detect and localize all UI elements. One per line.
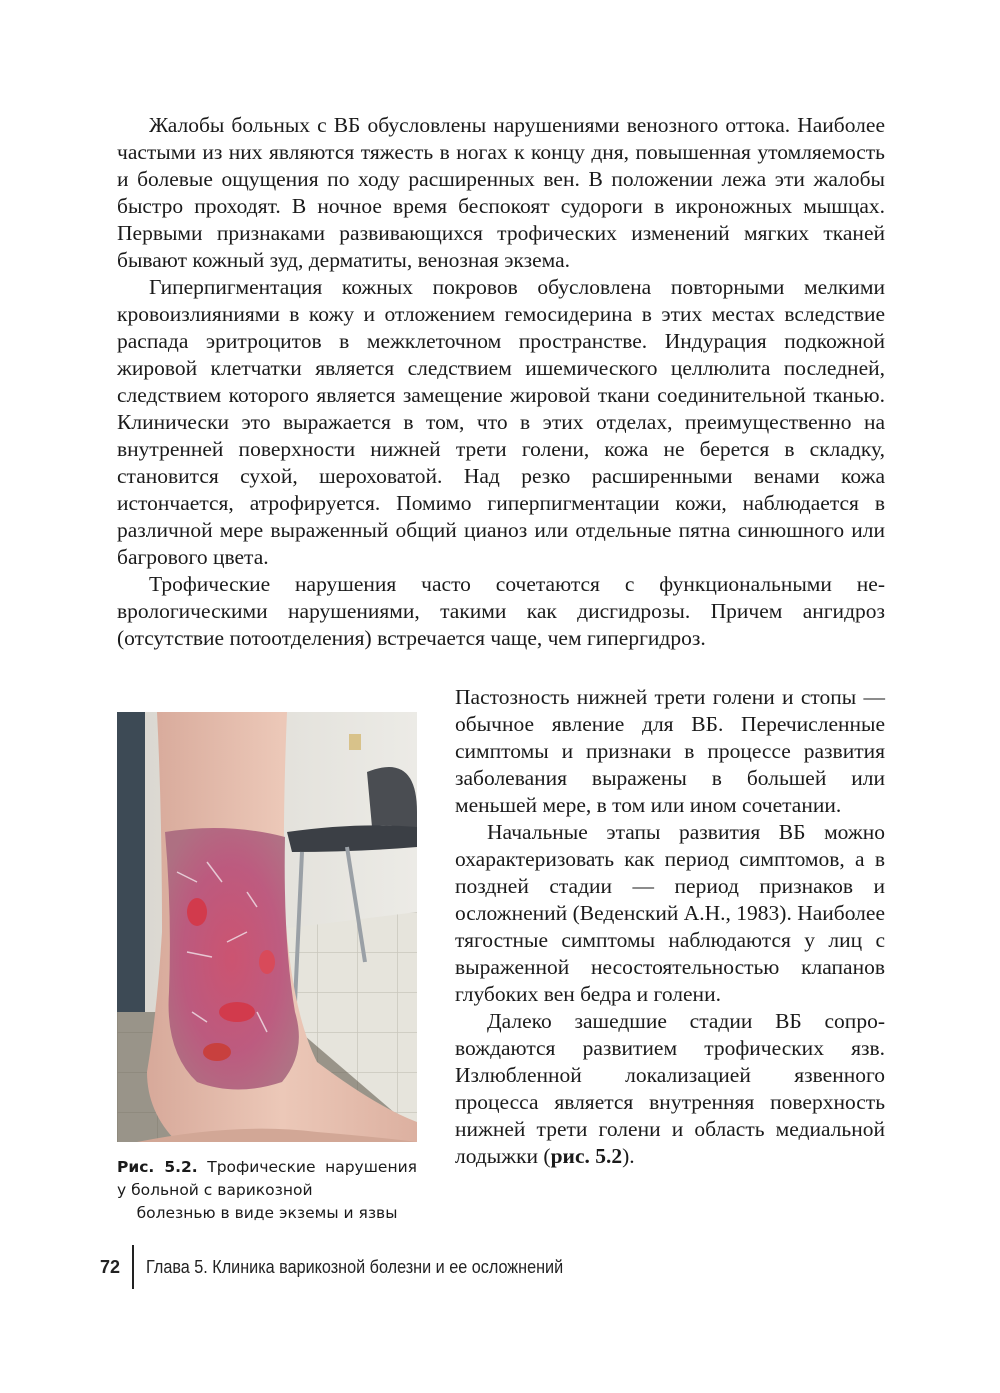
- figure-label: Рис. 5.2.: [117, 1158, 198, 1176]
- paragraph-pastosity: Пастозность нижней трети голени и стопы — обычное явление для ВБ. Перечисленные симптомы и признаки в процессе развития заболевания выражены в большей или меньшей мере, в том или ином сочетании.: [455, 685, 885, 817]
- paragraph-complaints: Жалобы больных с ВБ обусловлены нарушениями венозного оттока. Наиболее частыми из них являются тяжесть в ногах к концу дня, повышенная утомляемость и болевые ощущения по ходу расширенных вен. В положении лежа эти жалобы быстро проходят. В ночное время беспокоят судороги в икроножных мышцах. Первыми признаками развивающихся трофических изменений мягких тканей бывают кожный зуд, дерматиты, венозная экзема.: [117, 113, 885, 272]
- paragraph-ulcers-text: Далеко зашедшие стадии ВБ сопровождаются развитием трофических язв. Излюбленной локализацией язвенного процесса является внутренняя поверхность нижней трети голени и область медиальной лодыжки (: [455, 1009, 885, 1168]
- figure-reference: рис. 5.2: [550, 1144, 623, 1168]
- footer-divider: [132, 1245, 134, 1289]
- figure-caption-last-line: болезнью в виде экземы и язвы: [136, 1204, 398, 1222]
- figure-caption-text: Трофические нарушения у больной с варикозной: [117, 1158, 417, 1199]
- main-text-right: [455, 684, 885, 1170]
- page-number: 72: [100, 1256, 121, 1277]
- page-footer: [100, 1245, 610, 1289]
- paragraph-ulcers-end: ).: [622, 1144, 635, 1168]
- paragraph-stages: Начальные этапы развития ВБ можно охарактеризовать как период симптомов, а в поздней стадии — период признаков и осложнений (Веденский А.Н., 1983). Наиболее тягостные симптомы наблюдаются у лиц с выраженной несостоятельностью клапанов глубоких вен бедра и голени.: [455, 820, 885, 1006]
- figure-caption: [117, 1156, 417, 1225]
- paragraph-hyperpigmentation: Гиперпигментация кожных покровов обусловлена повторными мелкими кровоизлияниями в кожу и отложением гемосидерина в этих местах вследствие распада эритроцитов в межклеточном пространстве. Индурация подкожной жировой клетчатки является следствием ишемического целлюлита последней, следствием которого является замещение жировой ткани соединительной тканью. Клинически это выражается в том, что в этих отделах, преимущественно на внутренней поверхности нижней трети голени, кожа не берется в складку, становится сухой, шероховатой. Над резко расширенными венами кожа истончается, атрофируется. Помимо гиперпигментации кожи, наблюдается в различной мере выраженный общий цианоз или отдельные пятна синюшного или багрового цвета.: [117, 275, 885, 569]
- paragraph-trophic-disorders: Трофические нарушения часто сочетаются с функциональными неврологическими нарушениями, такими как дисгидрозы. Причем ангидроз (отсутствие потоотделения) встречается чаще, чем гипергидроз.: [117, 572, 885, 650]
- figure-leg-photo: [117, 712, 417, 1142]
- paragraph-ulcers: [455, 1008, 885, 1170]
- main-text-top: [117, 112, 885, 652]
- running-head: Глава 5. Клиника варикозной болезни и ее осложнений: [146, 1256, 564, 1277]
- leg-ulcer-photo: [117, 712, 417, 1142]
